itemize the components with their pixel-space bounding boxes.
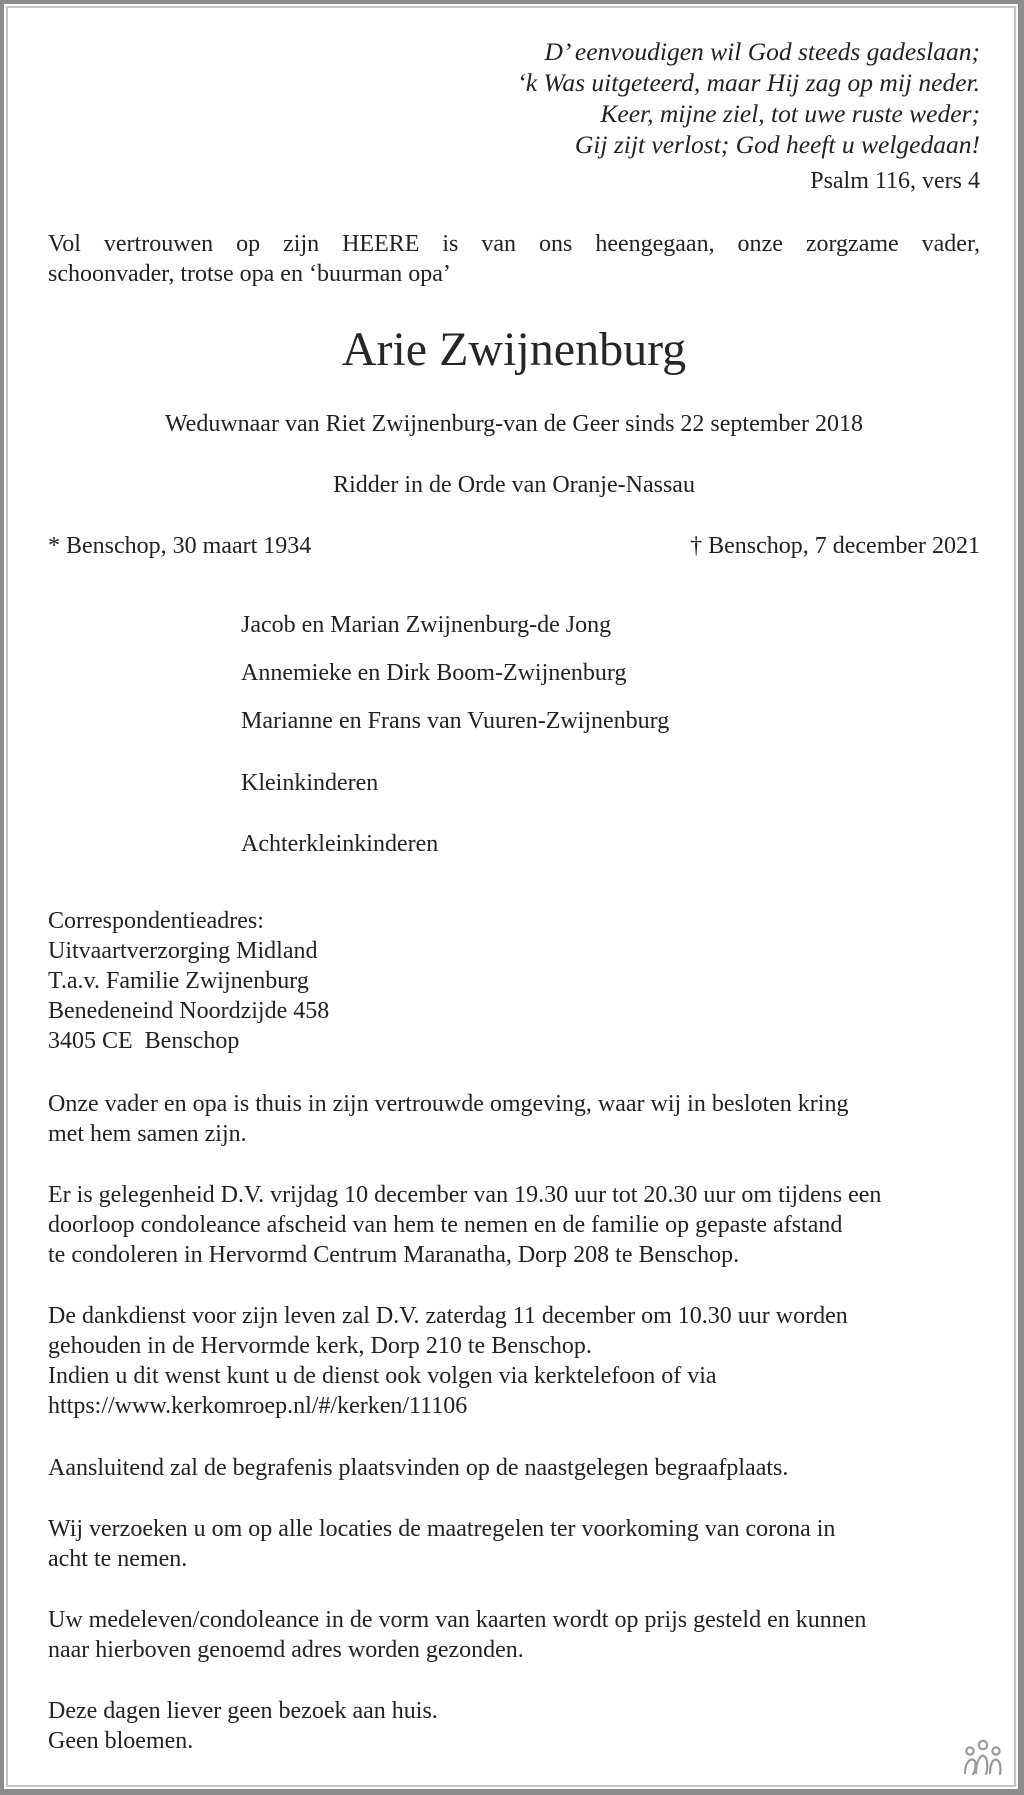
intro-line: schoonvader, trotse opa en ‘buurman opa’ [48, 261, 451, 287]
address-line: Correspondentieadres: [48, 908, 264, 934]
verse-reference: Psalm 116, vers 4 [810, 168, 980, 194]
correspondence-address [48, 906, 980, 1056]
intro-line: Vol vertrouwen op zijn HEERE is van ons heengegaan, onze zorgzame vader, [48, 231, 980, 257]
paragraph-corona [48, 1514, 980, 1574]
address-line: 3405 CE Benschop [48, 1028, 240, 1054]
paragraph-line: Uw medeleven/condoleance in de vorm van kaarten wordt op prijs gesteld en kunnen [48, 1607, 867, 1633]
paragraph-line: te condoleren in Hervormd Centrum Maranatha, Dorp 208 te Benschop. [48, 1242, 740, 1268]
verse-line: Keer, mijne ziel, tot uwe ruste weder; [600, 99, 980, 128]
paragraph-line: met hem samen zijn. [48, 1121, 247, 1147]
family-child: Marianne en Frans van Vuuren-Zwijnenburg [241, 708, 670, 734]
paragraph-closing [48, 1696, 980, 1756]
family-child: Jacob en Marian Zwijnenburg-de Jong [241, 612, 612, 638]
paragraph-line: Onze vader en opa is thuis in zijn vertrouwde omgeving, waar wij in besloten kring [48, 1091, 849, 1117]
service-stream-link[interactable]: https://www.kerkomroep.nl/#/kerken/11106 [48, 1393, 468, 1419]
verse-line: Gij zijt verlost; God heeft u welgedaan! [574, 130, 980, 159]
paragraph-line: Aansluitend zal de begrafenis plaatsvinden op de naastgelegen begraafplaats. [48, 1455, 789, 1481]
paragraph-line: Indien u dit wenst kunt u de dienst ook volgen via kerktelefoon of via [48, 1363, 717, 1389]
psalm-verse [517, 36, 980, 160]
paragraph-service [48, 1301, 980, 1421]
death-date: † Benschop, 7 december 2021 [690, 533, 980, 559]
people-group-icon [962, 1739, 1004, 1777]
widower-line: Weduwnaar van Riet Zwijnenburg-van de Geer sinds 22 september 2018 [164, 411, 864, 437]
great-grandchildren: Achterkleinkinderen [241, 831, 439, 857]
paragraph-visitation [48, 1180, 980, 1270]
address-line: T.a.v. Familie Zwijnenburg [48, 968, 309, 994]
family-child: Annemieke en Dirk Boom-Zwijnenburg [241, 660, 627, 686]
paragraph-line: Er is gelegenheid D.V. vrijdag 10 december van 19.30 uur tot 20.30 uur om tijdens een [48, 1182, 882, 1208]
paragraph-line: Geen bloemen. [48, 1728, 194, 1754]
paragraph-line: De dankdienst voor zijn leven zal D.V. zaterdag 11 december om 10.30 uur worden [48, 1303, 848, 1329]
deceased-name: Arie Zwijnenburg [341, 323, 687, 376]
intro-text [48, 229, 980, 289]
paragraph-line: gehouden in de Hervormde kerk, Dorp 210 te Benschop. [48, 1333, 592, 1359]
paragraph-line: doorloop condoleance afscheid van hem te nemen en de familie op gepaste afstand [48, 1212, 843, 1238]
paragraph-home [48, 1089, 980, 1149]
verse-line: D’ eenvoudigen wil God steeds gadeslaan; [544, 37, 980, 66]
paragraph-condolence [48, 1605, 980, 1665]
address-line: Uitvaartverzorging Midland [48, 938, 318, 964]
paragraph-line: acht te nemen. [48, 1546, 188, 1572]
grandchildren: Kleinkinderen [241, 770, 379, 796]
paragraph-line: naar hierboven genoemd adres worden gezonden. [48, 1637, 524, 1663]
paragraph-burial [48, 1453, 980, 1483]
announcement-card [4, 4, 1018, 1789]
paragraph-line: Deze dagen liever geen bezoek aan huis. [48, 1698, 438, 1724]
paragraph-line: Wij verzoeken u om op alle locaties de maatregelen ter voorkoming van corona in [48, 1516, 836, 1542]
verse-line: ‘k Was uitgeteerd, maar Hij zag op mij neder. [517, 68, 980, 97]
birth-date: * Benschop, 30 maart 1934 [48, 533, 312, 559]
address-line: Benedeneind Noordzijde 458 [48, 998, 330, 1024]
honor-line: Ridder in de Orde van Oranje-Nassau [333, 472, 695, 498]
